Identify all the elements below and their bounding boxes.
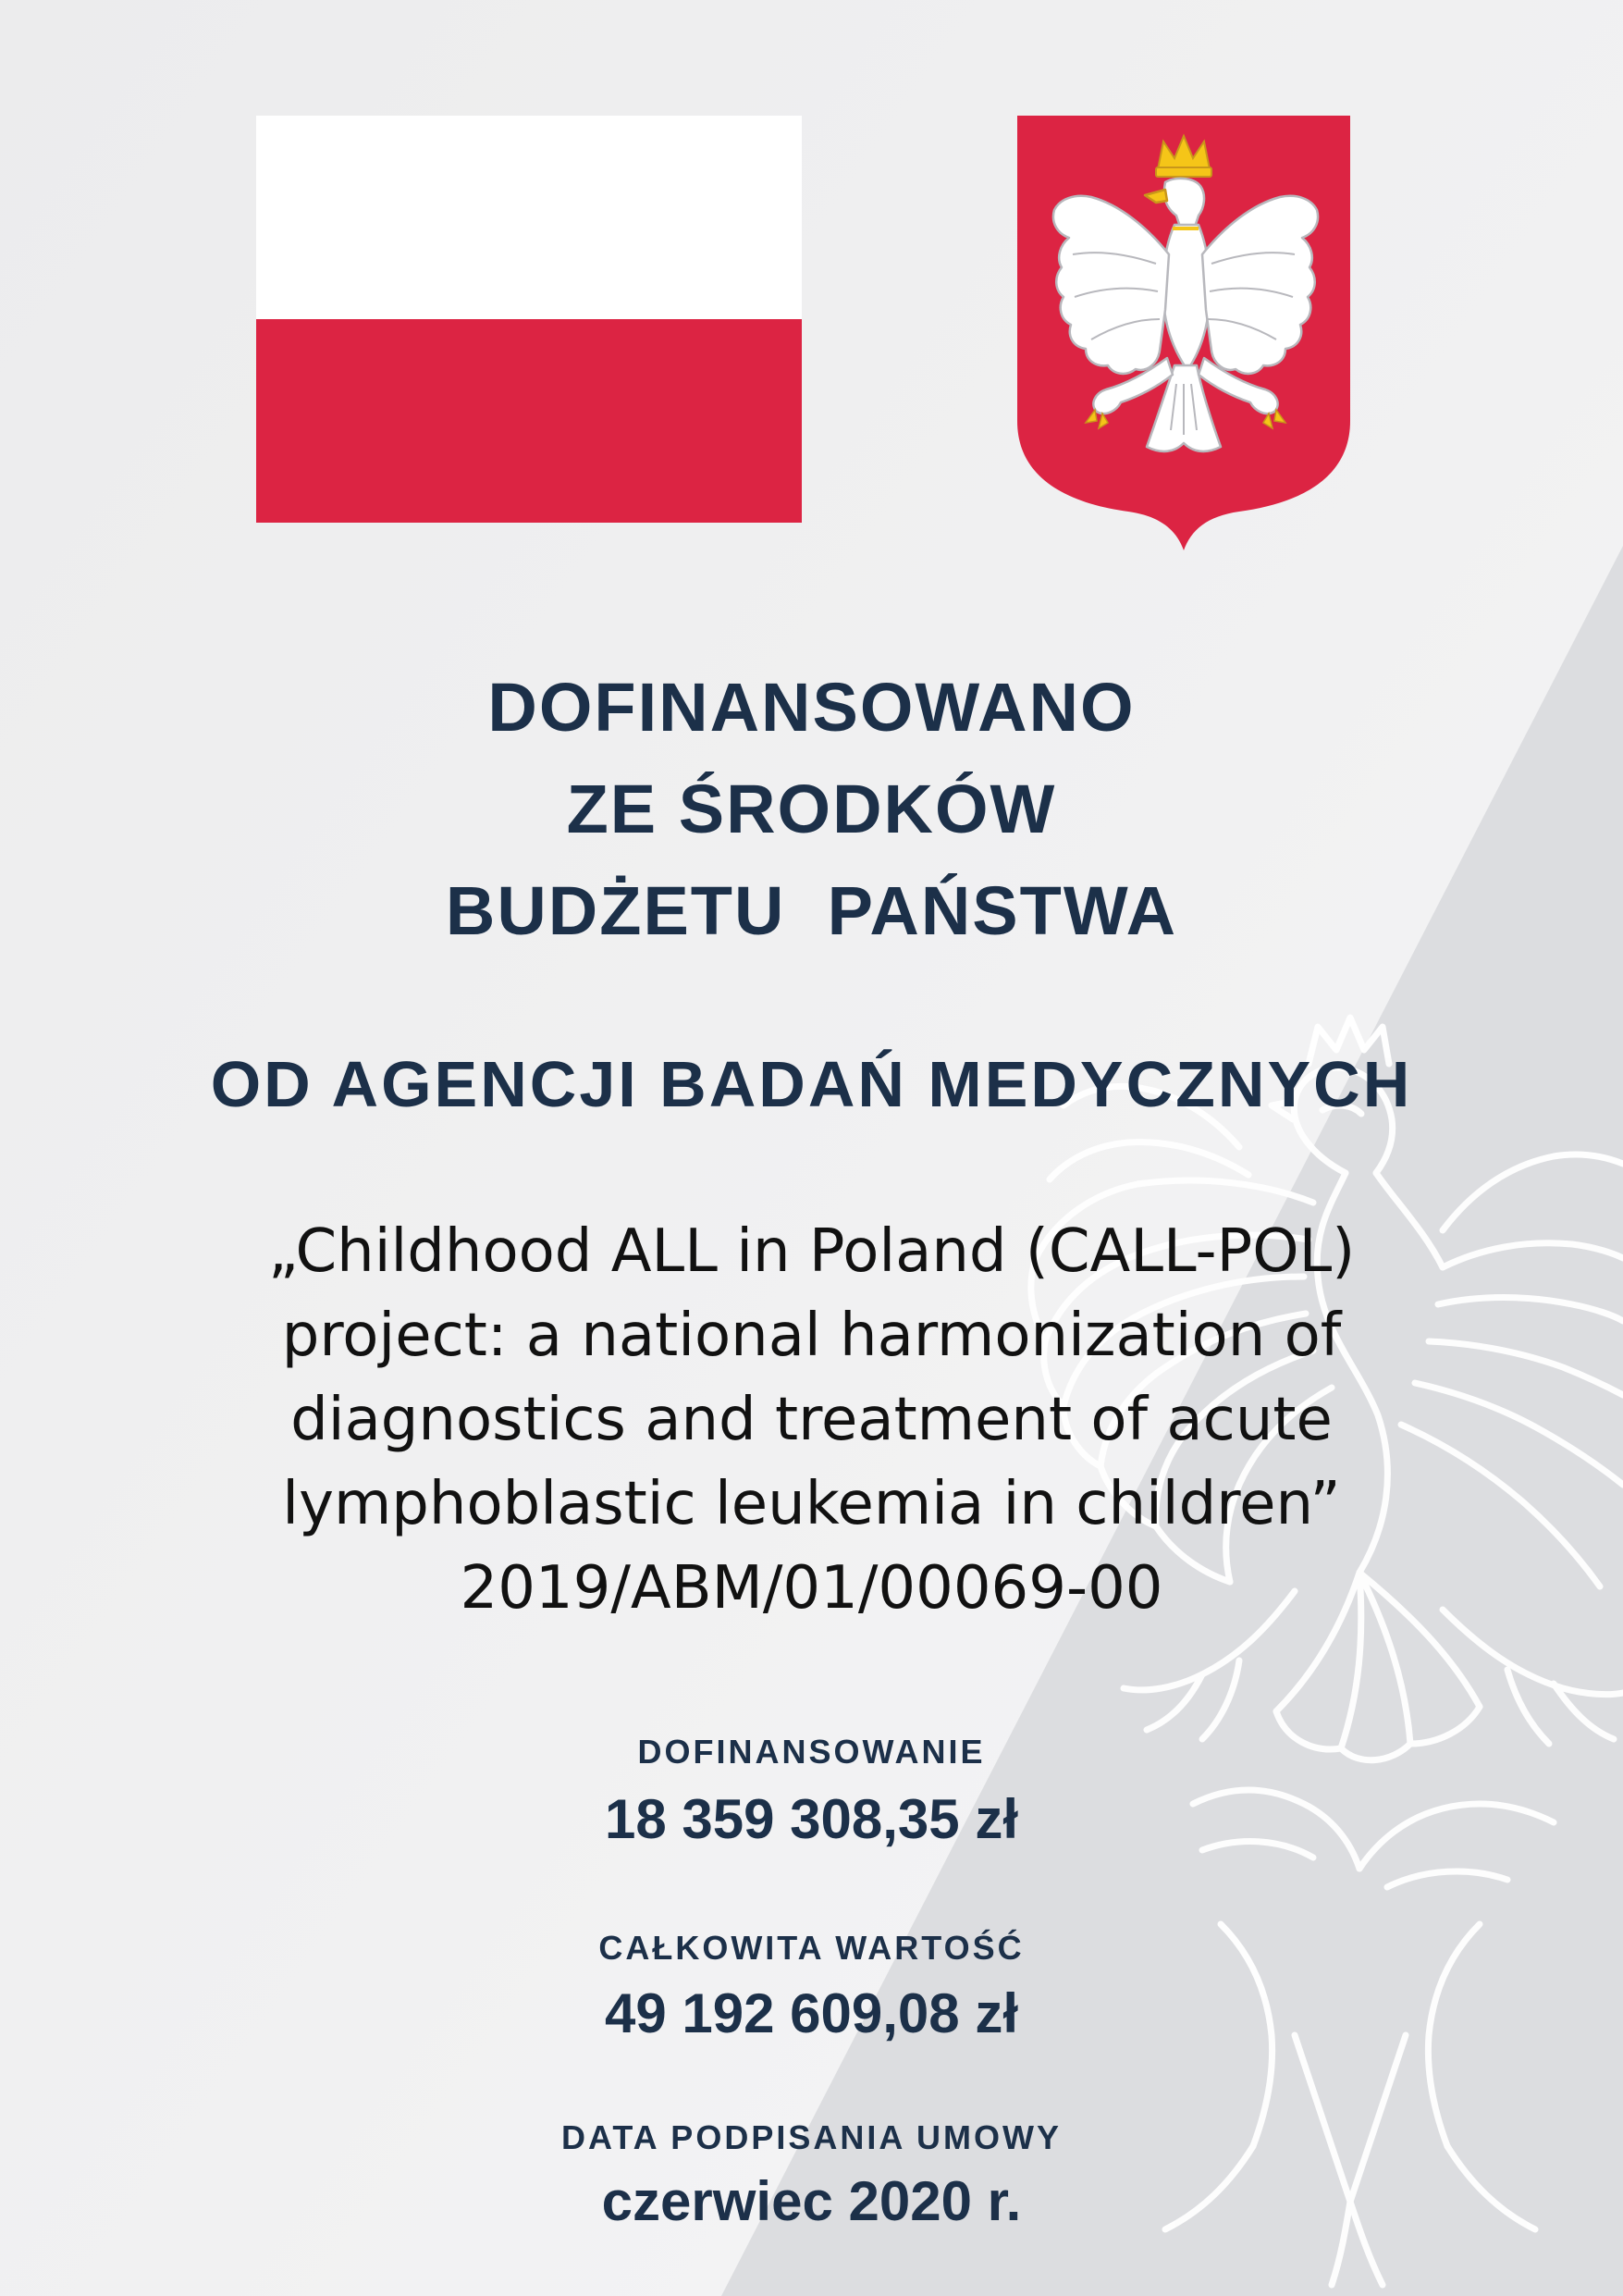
- project-title-line-1: „Childhood ALL in Poland (CALL-POL): [267, 1217, 1356, 1286]
- funding-label: DOFINANSOWANIE: [637, 1733, 986, 1771]
- total-value: 49 192 609,08 zł: [604, 1982, 1019, 2044]
- signing-date-value: czerwiec 2020 r.: [601, 2170, 1022, 2232]
- heading-line-2: ZE ŚRODKÓW: [566, 771, 1057, 847]
- total-value-label: CAŁKOWITA WARTOŚĆ: [598, 1929, 1025, 1967]
- agency-heading: OD AGENCJI BADAŃ MEDYCZNYCH: [210, 1048, 1413, 1120]
- project-title-line-3: diagnostics and treatment of acute: [290, 1386, 1333, 1454]
- project-title-line-4: lymphoblastic leukemia in children”: [282, 1470, 1341, 1538]
- funding-value: 18 359 308,35 zł: [604, 1788, 1019, 1850]
- polish-flag: [256, 116, 802, 523]
- funding-heading: [0, 657, 1623, 962]
- flag-red-stripe: [256, 319, 802, 523]
- signing-date-label: DATA PODPISANIA UMOWY: [561, 2118, 1062, 2156]
- polish-white-eagle-emblem-icon: [1017, 116, 1350, 550]
- heading-line-3: BUDŻETU PAŃSTWA: [445, 872, 1178, 949]
- flag-white-stripe: [256, 116, 802, 319]
- project-title: [0, 1210, 1623, 1631]
- project-number: 2019/ABM/01/00069-00: [460, 1554, 1163, 1623]
- project-title-line-2: project: a national harmonization of: [281, 1302, 1342, 1370]
- heading-line-1: DOFINANSOWANO: [487, 669, 1136, 746]
